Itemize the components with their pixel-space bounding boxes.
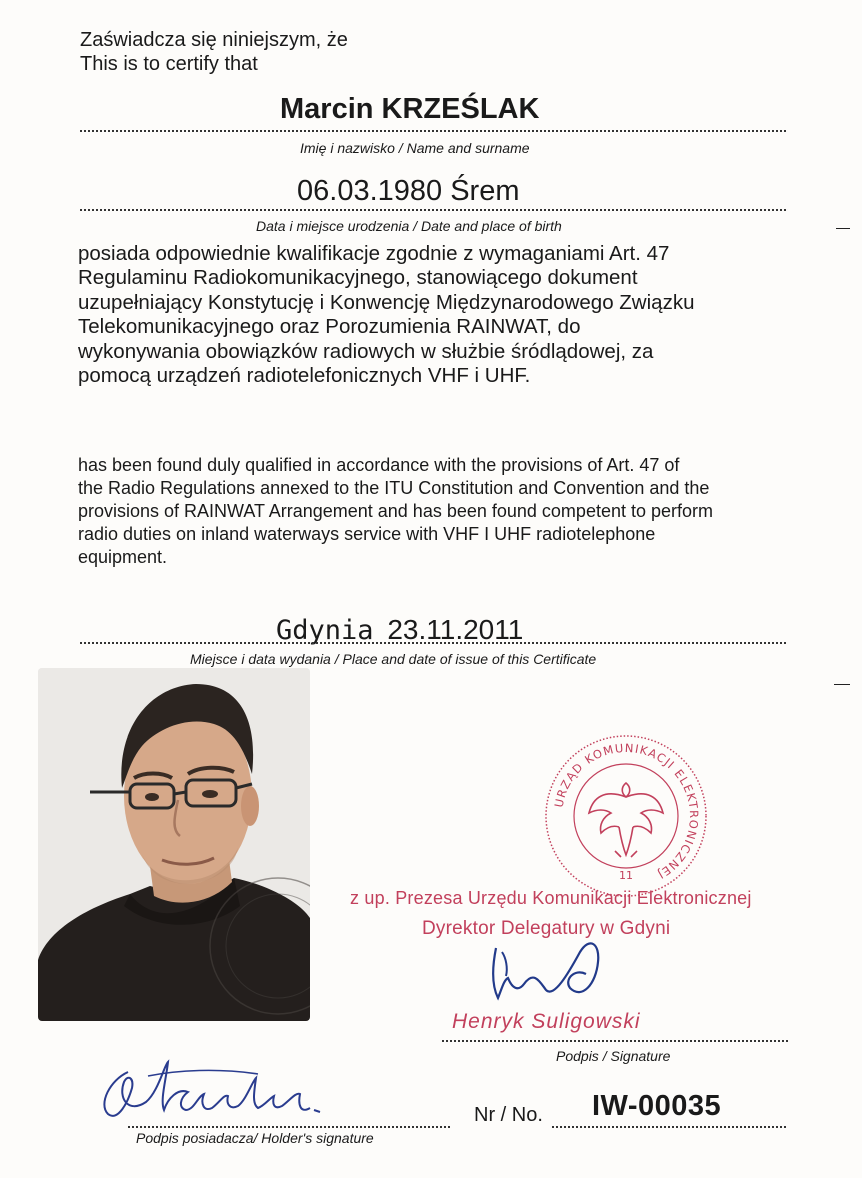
certificate-number-dotted-line: [552, 1126, 786, 1128]
name-dotted-line: [80, 130, 786, 132]
paragraph-pl-line: posiada odpowiednie kwalifikacje zgodnie z wymaganiami Art. 47: [78, 242, 670, 265]
paragraph-pl-line: wykonywania obowiązków radiowych w służbie śródlądowej, za: [78, 339, 654, 363]
official-round-stamp: [543, 733, 709, 899]
paragraph-pl-line: Regulaminu Radiokomunikacyjnego, stanowiącego dokument: [78, 266, 638, 290]
stamp-office-line: Dyrektor Delegatury w Gdyni: [422, 918, 671, 939]
paragraph-en-line: the Radio Regulations annexed to the ITU Constitution and Convention and the: [78, 478, 710, 498]
paragraph-pl-line: uzupełniający Konstytucję i Konwencję Międzynarodowego Związku: [78, 290, 695, 314]
holder-photo: [38, 668, 310, 1021]
stamp-number: 11: [619, 869, 633, 882]
issue-caption: Miejsce i data wydania / Place and date of issue of this Certificate: [190, 651, 597, 667]
paragraph-en-line: has been found duly qualified in accordance with the provisions of Art. 47 of: [78, 455, 680, 475]
official-signature-caption: Podpis / Signature: [556, 1048, 671, 1064]
birth-date-place: 06.03.1980 Śrem: [297, 175, 520, 207]
intro-pl: Zaświadcza się niniejszym, że: [80, 29, 348, 51]
paragraph-pl: [78, 242, 790, 388]
certificate-number-value: IW-00035: [592, 1090, 722, 1122]
issue-date: 23.11.2011: [387, 614, 524, 645]
paragraph-en: [78, 454, 788, 569]
issue-place: Gdynia: [276, 615, 374, 646]
paragraph-en-line: provisions of RAINWAT Arrangement and has been found competent to perform: [78, 501, 714, 521]
holder-name: Marcin KRZEŚLAK: [280, 93, 540, 125]
official-signature: [478, 928, 648, 1018]
holder-handwritten-signature: [88, 1052, 348, 1132]
birth-dotted-line: [80, 209, 786, 211]
paragraph-en-line: equipment.: [78, 547, 168, 567]
certificate-number-label: Nr / No.: [474, 1104, 543, 1126]
stamp-ring-text: URZĄD KOMUNIKACJI ELEKTRONICZNEJ: [551, 740, 702, 883]
stamp-authority-line: z up. Prezesa Urzędu Komunikacji Elektronicznej: [350, 888, 752, 908]
holder-signature-dotted-line: [128, 1126, 450, 1128]
edge-mark: [836, 228, 850, 229]
paragraph-pl-line: Telekomunikacyjnego oraz Porozumienia RAINWAT, do: [78, 315, 581, 339]
name-caption: Imię i nazwisko / Name and surname: [300, 140, 530, 156]
stamp-signatory-name: Henryk Suligowski: [452, 1010, 641, 1033]
paragraph-en-line: radio duties on inland waterways service with VHF I UHF radiotelephone: [78, 524, 656, 544]
paragraph-pl-line: pomocą urządzeń radiotelefonicznych VHF i UHF.: [78, 364, 531, 388]
official-signature-dotted-line: [442, 1040, 788, 1042]
intro-en: This is to certify that: [80, 53, 258, 75]
birth-caption: Data i miejsce urodzenia / Date and place of birth: [256, 218, 562, 234]
edge-mark: [834, 684, 850, 685]
holder-signature-caption: Podpis posiadacza/ Holder's signature: [136, 1130, 374, 1146]
issue-dotted-line: [80, 642, 786, 644]
